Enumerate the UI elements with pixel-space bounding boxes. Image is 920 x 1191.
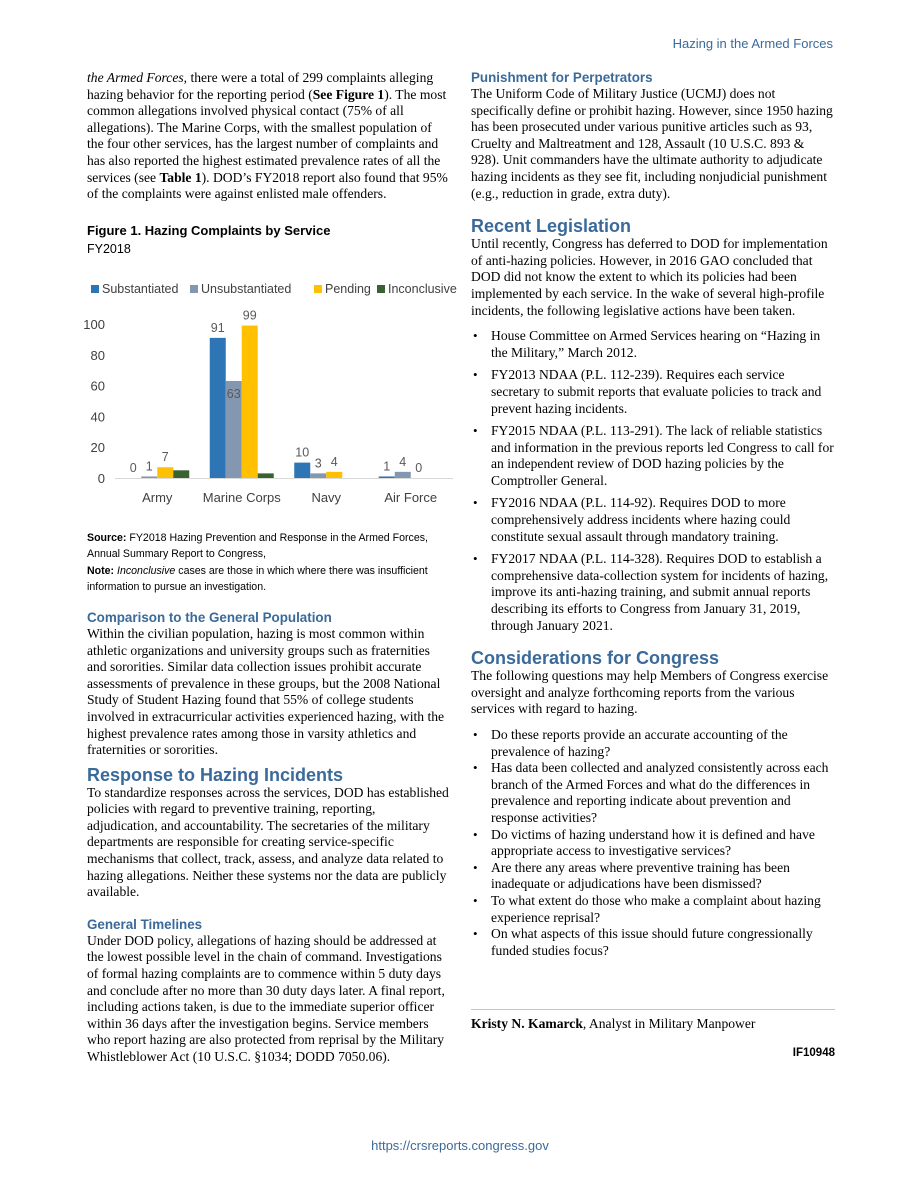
considerations-heading: Considerations for Congress bbox=[471, 648, 720, 669]
x-axis bbox=[115, 478, 453, 505]
chart-data-labels bbox=[130, 308, 423, 474]
list-item: • House Committee on Armed Services hearing on “Hazing in the Military,” March 2012. bbox=[471, 328, 835, 361]
document-id: IF10948 bbox=[792, 1046, 835, 1059]
legend-swatch bbox=[377, 285, 385, 293]
source-label: Source: bbox=[87, 531, 127, 544]
figure-1 bbox=[83, 222, 457, 596]
comparison-heading: Comparison to the General Population bbox=[87, 609, 332, 625]
figure-reference[interactable]: See Figure 1 bbox=[312, 86, 385, 102]
bar bbox=[310, 473, 326, 478]
figure-subtitle: FY2018 bbox=[87, 242, 131, 257]
note-label: Note: bbox=[87, 564, 115, 577]
legislation-heading: Recent Legislation bbox=[471, 216, 632, 237]
author-signature bbox=[471, 1009, 835, 1033]
legend-swatch bbox=[190, 285, 198, 293]
y-tick-label: 40 bbox=[90, 409, 105, 425]
right-column bbox=[471, 70, 835, 1059]
bar bbox=[242, 325, 258, 477]
x-tick-label: Marine Corps bbox=[202, 489, 281, 505]
note-italic: Inconclusive bbox=[117, 564, 176, 577]
x-tick-label: Navy bbox=[311, 489, 342, 505]
data-label: 4 bbox=[399, 454, 407, 469]
response-heading: Response to Hazing Incidents bbox=[87, 764, 344, 785]
punishment-paragraph: The Uniform Code of Military Justice (UCMJ) does not specifically define or prohibit hazing. However, since 1950 hazing has been prosecuted under various punitive articles such as 93, Cruelty and Maltreatment and 128, Assault (10 U.S.C. 893 & 928). Unit commanders have the ultimate authority to adjudicate hazing incidents as they see fit, including nonjudicial punishment (e.g., reduction in grade, extra duty). bbox=[471, 86, 833, 201]
data-label: 10 bbox=[295, 445, 310, 460]
figure-source bbox=[87, 530, 449, 563]
y-tick-label: 80 bbox=[90, 347, 105, 363]
running-header: Hazing in the Armed Forces bbox=[672, 36, 833, 51]
data-label: 99 bbox=[242, 308, 257, 323]
data-label: 0 bbox=[129, 460, 137, 475]
bar bbox=[157, 467, 173, 478]
figure-note bbox=[87, 563, 449, 596]
intro-paragraph bbox=[87, 70, 449, 203]
list-item: • Do victims of hazing understand how it is defined and have appropriate access to investigative services? bbox=[471, 827, 835, 860]
data-label: 7 bbox=[161, 450, 169, 465]
intro-text-1: , there were a total of 299 complaints alleging hazing behavior for the reporting period ( bbox=[87, 70, 434, 102]
intro-text-2: ). The most common allegations involved physical contact (75% of all allegations). The Marine Corps, with the smallest population of the four other services, has the largest number of complaints and has also reported the highest estimated prevalence rates of all the services (see bbox=[87, 86, 447, 185]
bar bbox=[326, 472, 342, 478]
data-label: 91 bbox=[210, 320, 225, 335]
data-label: 63 bbox=[226, 386, 241, 401]
list-item: • FY2015 NDAA (P.L. 113-291). The lack of reliable statistics and information in the previous reports led Congress to call for an independent review of DOD hazing policies by the Comptroller General. bbox=[471, 423, 835, 489]
y-tick-label: 60 bbox=[90, 378, 105, 394]
bar bbox=[258, 473, 274, 478]
list-item: • FY2013 NDAA (P.L. 112-239). Requires each service secretary to submit reports that evaluate policies to track and prevent hazing incidents. bbox=[471, 367, 835, 417]
bar bbox=[294, 463, 310, 478]
response-paragraph: To standardize responses across the services, DOD has established policies with regard to preventive training, reporting, adjudication, and accountability. The secretaries of the military departments are responsible for creating service-specific mechanisms that collect, track, assess, and analyze data related to hazing allegations. Neither these systems nor the data are publicly available. bbox=[87, 784, 449, 900]
timelines-heading: General Timelines bbox=[87, 916, 203, 932]
legend-label: Pending bbox=[325, 281, 371, 296]
note-text: cases are those in which where there was insufficient information to pursue an investigation. bbox=[87, 564, 428, 594]
x-tick-label: Army bbox=[142, 489, 173, 505]
list-item: • To what extent do those who make a complaint about hazing experience reprisal? bbox=[471, 893, 835, 926]
considerations-list bbox=[471, 727, 835, 959]
timelines-paragraph: Under DOD policy, allegations of hazing should be addressed at the lowest possible level in the chain of command. Investigations of formal hazing complaints are to commence within 5 duty days and conclude after no more than 30 duty days later. A final report, including actions taken, is due to the immediate superior officer within 36 days after the investigation begins. Service members who report hazing are also protected from reprisal by the Military Whistleblower Act (10 U.S.C. §1034; DODD 7050.06). bbox=[87, 932, 445, 1064]
y-tick-label: 20 bbox=[90, 440, 105, 456]
punishment-heading: Punishment for Perpetrators bbox=[471, 70, 653, 85]
legislation-paragraph: Until recently, Congress has deferred to DOD for implementation of anti-hazing policies. However, in 2016 GAO concluded that DOD did not know the extent to which its policies had been implemented by each service. In the wake of several high-profile incidents, the following legislative actions have been taken. bbox=[471, 236, 828, 318]
list-item: • Do these reports provide an accurate accounting of the prevalence of hazing? bbox=[471, 727, 835, 760]
author-name: Kristy N. Kamarck bbox=[471, 1016, 583, 1032]
data-label: 3 bbox=[314, 456, 322, 471]
comparison-paragraph: Within the civilian population, hazing is most common within athletic organizations and university groups such as fraternities and sororities. Similar data collection issues prohibit accurate assessments of prevalence in these groups, but the 2008 National Study of Student Hazing found that 55% of college students involved in extracurricular activities experienced hazing, with the highest prevalence rates among those in varsity athletics and fraternities or sororities. bbox=[87, 625, 445, 758]
list-item: • FY2017 NDAA (P.L. 114-328). Requires DOD to establish a comprehensive data-collection system for incidents of hazing, improve its anti-hazing training, and submit annual reports describing its efforts to Congress from January 31, 2019, through January 2021. bbox=[471, 551, 835, 634]
left-column bbox=[83, 70, 457, 1066]
bar bbox=[210, 338, 226, 478]
bar bbox=[141, 476, 157, 478]
bar-chart bbox=[83, 262, 457, 520]
chart-legend bbox=[91, 282, 457, 296]
bar bbox=[395, 472, 411, 478]
y-axis bbox=[83, 317, 105, 486]
legend-label: Unsubstantiated bbox=[201, 281, 292, 296]
list-item: • FY2016 NDAA (P.L. 114-92). Requires DOD to more comprehensively address incidents where hazing could constitute sexual assault through mandatory training. bbox=[471, 495, 835, 545]
list-item: • Has data been collected and analyzed consistently across each branch of the Armed Forces and what do the differences in prevalence and reporting indicate about prevention and response activities? bbox=[471, 760, 835, 826]
author-line bbox=[471, 1016, 835, 1033]
data-label: 1 bbox=[145, 459, 153, 474]
data-label: 4 bbox=[330, 454, 338, 469]
legend-swatch bbox=[314, 285, 322, 293]
list-item: • On what aspects of this issue should future congressionally funded studies focus? bbox=[471, 926, 835, 959]
legend-label: Inconclusive bbox=[388, 281, 457, 296]
data-label: 0 bbox=[415, 460, 423, 475]
x-tick-label: Air Force bbox=[384, 489, 438, 505]
source-text: FY2018 Hazing Prevention and Response in the Armed Forces, Annual Summary Report to Congress, bbox=[87, 531, 428, 561]
bar bbox=[173, 470, 189, 478]
considerations-paragraph: The following questions may help Members of Congress exercise oversight and analyze forthcoming reports from the various services with regard to hazing. bbox=[471, 668, 829, 717]
legislation-list bbox=[471, 328, 835, 634]
table-reference[interactable]: Table 1 bbox=[159, 169, 202, 185]
intro-italic: the Armed Forces bbox=[87, 70, 184, 85]
legend-label: Substantiated bbox=[102, 281, 179, 296]
y-tick-label: 0 bbox=[97, 470, 105, 486]
figure-title: Figure 1. Hazing Complaints by Service bbox=[87, 222, 331, 238]
y-tick-label: 100 bbox=[83, 316, 105, 332]
author-role: , Analyst in Military Manpower bbox=[582, 1016, 756, 1032]
bar bbox=[379, 476, 395, 478]
intro-text-3: ). DOD’s FY2018 report also found that 95% of the complaints were against enlisted male offenders. bbox=[87, 169, 448, 202]
data-label: 1 bbox=[383, 459, 391, 474]
chart-bars bbox=[141, 325, 411, 477]
legend-swatch bbox=[91, 285, 99, 293]
list-item: • Are there any areas where preventive training has been inadequate or adjudications have been dismissed? bbox=[471, 860, 835, 893]
footer-url[interactable]: https://crsreports.congress.gov bbox=[371, 1138, 549, 1153]
